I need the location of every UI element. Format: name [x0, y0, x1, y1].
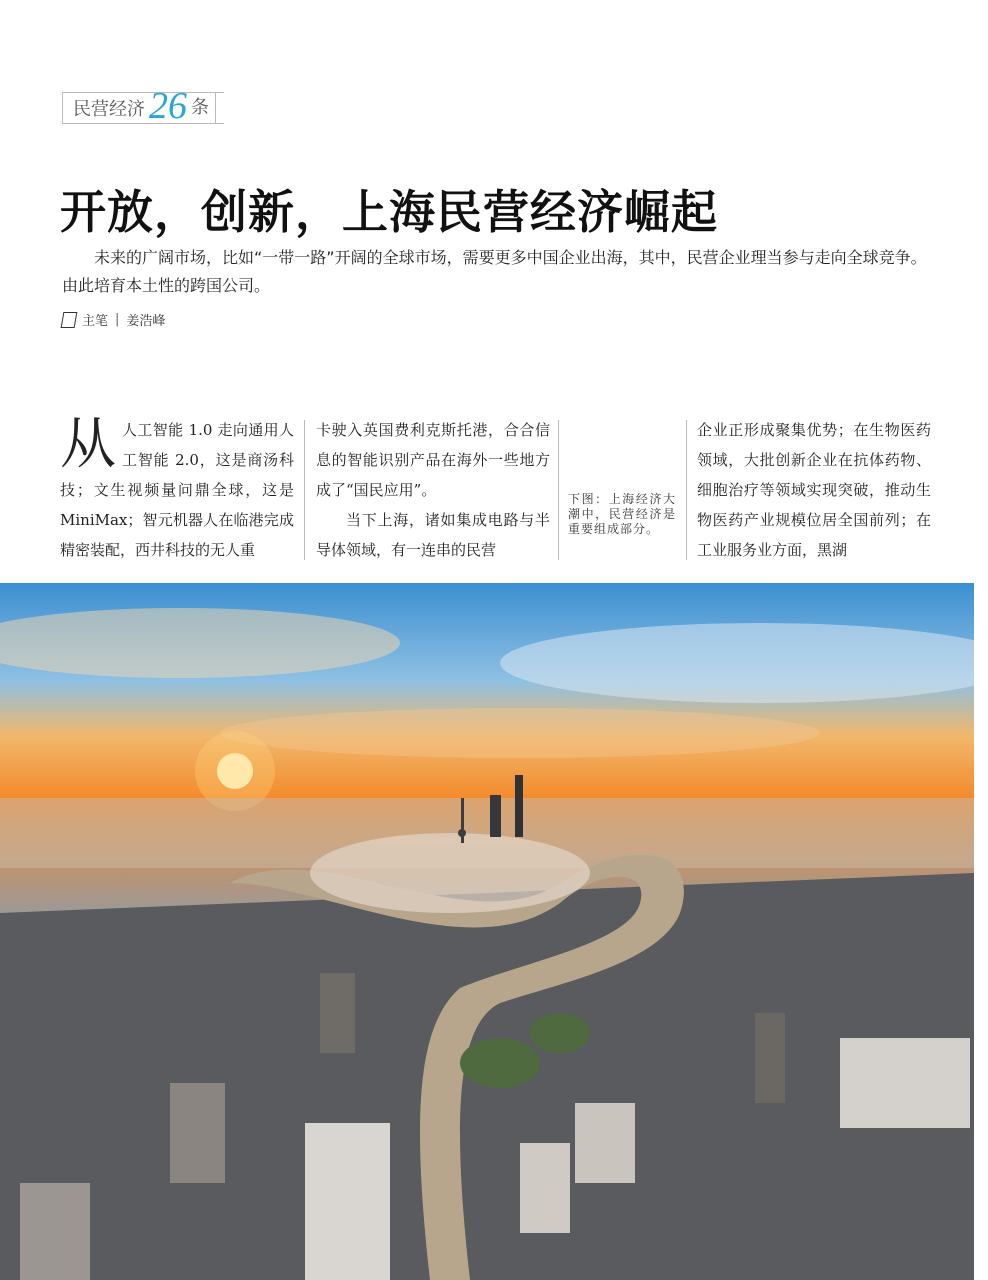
building-shape: [305, 1123, 390, 1280]
pen-icon: [61, 312, 78, 328]
building-shape: [320, 973, 355, 1053]
article-column-1: [60, 415, 294, 565]
column-1-text: 人工智能 1.0 走向通用人工智能 2.0，这是商汤科技；文生视频量问鼎全球，这是 MiniMax；智元机器人在临港完成精密装配，西井科技的无人重: [60, 421, 294, 559]
column-2-paragraph-2: 当下上海，诸如集成电路与半导体领域，有一连串的民营: [316, 511, 550, 559]
cloud-shape: [0, 608, 400, 678]
photo-caption: 下图：上海经济大潮中，民营经济是重要组成部分。: [568, 492, 676, 536]
column-divider: [686, 420, 687, 560]
section-tag-label: 民营经济: [73, 99, 145, 120]
cloud-shape: [500, 623, 974, 703]
building-shape: [170, 1083, 225, 1183]
column-divider: [304, 420, 305, 560]
tower-shape: [515, 775, 523, 837]
building-shape: [520, 1143, 570, 1233]
tower-shape: [490, 795, 501, 837]
building-shape: [575, 1103, 635, 1183]
column-divider: [558, 420, 559, 560]
column-2-paragraph-1: 卡驶入英国费利克斯托港，合合信息的智能识别产品在海外一些地方成了“国民应用”。: [316, 421, 550, 499]
byline-author: 姜浩峰: [126, 314, 166, 329]
aerial-city-photo: [0, 583, 974, 1280]
byline-role: 主笔: [82, 314, 109, 329]
lead-paragraph: 未来的广阔市场，比如“一带一路”开阔的全球市场，需要更多中国企业出海，其中，民营企业理当参与走向全球竞争。由此培育本土性的跨国公司。: [62, 248, 927, 295]
byline: [62, 310, 165, 329]
section-tag-suffix: 条: [191, 93, 216, 123]
park-shape: [530, 1013, 590, 1053]
headline: 开放，创新，上海民营经济崛起: [60, 185, 718, 239]
mist-shape: [310, 833, 590, 913]
column-4-text: 企业正形成聚集优势；在生物医药领域，大批创新企业在抗体药物、细胞治疗等领域实现突破，推动生物医药产业规模位居全国前列；在工业服务业方面，黑湖: [697, 421, 931, 559]
section-tag: [62, 85, 224, 127]
building-shape: [840, 1038, 970, 1128]
photo-illustration: [0, 583, 974, 1280]
park-shape: [460, 1038, 540, 1088]
section-tag-number: 26: [149, 85, 187, 127]
article-column-4: [697, 415, 931, 565]
byline-separator: |: [115, 312, 120, 327]
cloud-shape: [220, 708, 820, 758]
building-shape: [20, 1183, 90, 1280]
drop-cap: 从: [60, 415, 116, 477]
tower-sphere-shape: [458, 829, 466, 837]
building-shape: [755, 1013, 785, 1103]
article-column-2: [316, 415, 550, 565]
